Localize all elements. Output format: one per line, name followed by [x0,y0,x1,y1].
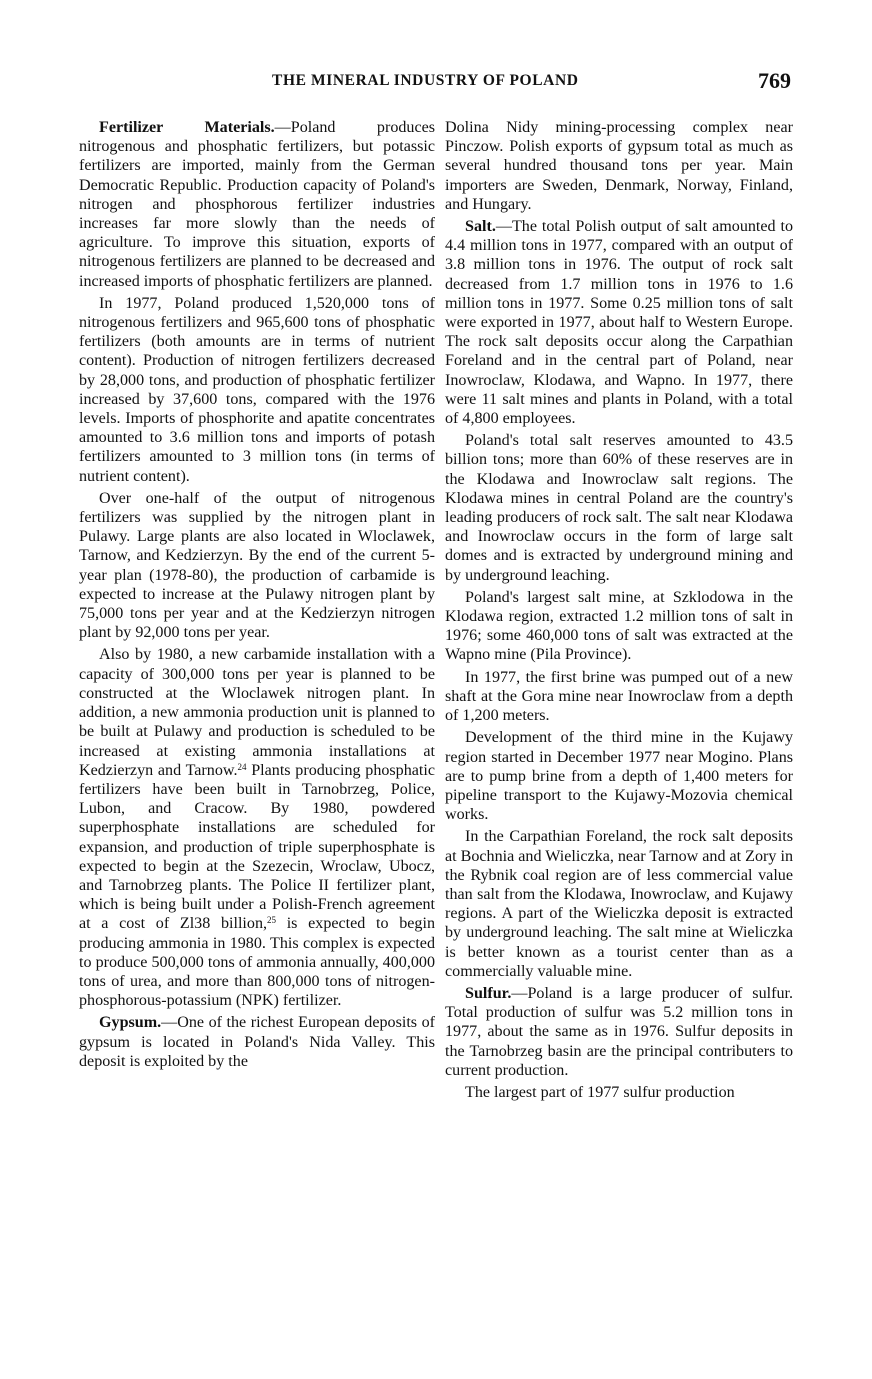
paragraph-text: Dolina Nidy mining-processing complex near Pinczow. Polish exports of gypsum total as much as several hundred thousand tons per year. Main importers are Sweden, Denmark, Norway, Finland, and Hungary. [445,119,793,213]
paragraph-fertilizer-materials [79,118,435,291]
paragraph [445,827,793,981]
running-title: THE MINERAL INDUSTRY OF POLAND [272,72,579,89]
paragraph-text: Development of the third mine in the Kujawy region started in December 1977 near Mogino. Plans are to pump brine from a depth of 1,400 meters for pipeline transport to the Kujawy-Mozovia chemical works. [445,729,793,824]
section-heading-fertilizer: Fertilizer Materials. [99,119,275,136]
page-header [0,70,872,98]
paragraph [445,668,793,726]
paragraph-text: In the Carpathian Foreland, the rock salt deposits at Bochnia and Wieliczka, near Tarnow and at Zory in the Rybnik coal region are of less commercial value than salt from the Klodawa, Inowroclaw, and Kujawy regions. A part of the Wieliczka deposit is extracted by underground leaching. The salt mine at Wieliczka is better known as a tourist center than as a commercially valuable mine. [445,828,793,980]
paragraph [79,294,435,486]
paragraph-text: Over one-half of the output of nitrogenous fertilizers was supplied by the nitrogen plant in Pulawy. Large plants are also located in Wloclawek, Tarnow, and Kedzierzyn. By the end of the current 5-year plan (1978-80), the production of carbamide is expected to increase at the Pulawy nitrogen plant by 75,000 tons per year and at the Kedzierzyn nitrogen plant by 92,000 tons per year. [79,489,435,642]
paragraph [445,588,793,665]
paragraph-text: In 1977, the first brine was pumped out of a new shaft at the Gora mine near Inowroclaw from a depth of 1,200 meters. [445,668,793,725]
footnote-ref-25[interactable]: 25 [267,915,277,926]
section-heading-salt: Salt. [465,218,496,236]
paragraph [79,645,435,1010]
paragraph-text: is expected to begin producing ammonia in 1980. This complex is expected to produce 500,000 tons of ammonia annually, 400,000 tons of urea, and more than 800,000 tons of nitrogen-phosphorous-potassium (NPK) fertilizer. [79,915,435,1010]
paragraph-text: Poland's largest salt mine, at Szklodowa in the Klodawa region, extracted 1.2 million tons of salt in 1976; some 460,000 tons of salt was extracted at the Wapno mine (Pila Province). [445,588,793,664]
paragraph-salt [445,217,793,428]
paragraph-sulfur [445,984,793,1080]
section-heading-sulfur: Sulfur. [465,984,512,1002]
paragraph-text: —Poland is a large producer of sulfur. Total production of sulfur was 5.2 million tons in 1977, about the same as in 1976. Sulfur deposits in the Tarnobrzeg basin are the principal contributers to current production. [445,984,793,1079]
section-heading-gypsum: Gypsum. [99,1014,162,1032]
paragraph-text: —Poland produces nitrogenous and phosphatic fertilizers, but potassic fertilizers are imported, mainly from the German Democratic Republic. Production capacity of Poland's nitrogen and phosphorous fertilizer industries increases far more slowly than the needs of agriculture. To improve this situation, exports of nitrogenous fertilizers are planned to be decreased and increased imports of phosphatic fertilizers are planned. [79,119,436,290]
paragraph-text: —The total Polish output of salt amounted to 4.4 million tons in 1977, compared with an output of 3.8 million tons in 1976. The output of rock salt decreased from 1.7 million tons in 1976 to 1.6 million tons in 1977. Some 0.25 million tons of salt were exported in 1977, about half to Western Europe. The rock salt deposits occur along the Carpathian Foreland and in the central part of Poland, near Inowroclaw, Klodawa, and Wapno. In 1977, there were 11 salt mines and plants in Poland, with a total of 4,800 employees. [445,218,793,428]
page-number: 769 [758,68,791,93]
right-column [445,118,793,1105]
paragraph-continued [445,118,793,214]
paragraph [79,489,435,643]
paragraph-text: Also by 1980, a new carbamide installation with a capacity of 300,000 tons per year is planned to be constructed at the Wloclawek nitrogen plant. In addition, a new ammonia production unit is planned to be built at Pulawy and production is scheduled to be increased at existing ammonia installations at Kedzierzyn and Tarnow. [79,646,435,779]
footnote-ref-24[interactable]: 24 [237,761,247,772]
paragraph [445,1083,793,1102]
paragraph-text: —One of the richest European deposits of gypsum is located in Poland's Nida Valley. This deposit is exploited by the [79,1014,435,1070]
left-column [79,118,435,1074]
paragraph-text: Plants producing phosphatic fertilizers have been built in Tarnobrzeg, Police, Lubon, and Cracow. By 1980, powdered superphosphate installations are scheduled for expansion, and production of triple superphosphate is expected to begin at the Szezecin, Wroclaw, Ubocz, and Tarnobrzeg plants. The Police II fertilizer plant, which is being built under a Polish-French agreement at a cost of Zl38 billion, [79,761,436,933]
paragraph-text: Poland's total salt reserves amounted to 43.5 billion tons; more than 60% of these reserves are in the Klodawa and Inowroclaw salt regions. The Klodawa mines in central Poland are the country's leading producers of rock salt. The salt near Klodawa and Inowroclaw occurs in the form of large salt domes and is extracted by underground mining and by underground leaching. [445,432,793,584]
paragraph-gypsum [79,1013,435,1071]
paragraph-text: In 1977, Poland produced 1,520,000 tons of nitrogenous fertilizers and 965,600 tons of phosphatic fertilizers (both amounts are in terms of nutrient content). Production of nitrogen fertilizers decreased by 28,000 tons, and production of phosphatic fertilizer increased by 37,600 tons, compared with the 1976 levels. Imports of phosphorite and apatite concentrates amounted to 3.6 million tons and imports of potash fertilizers amounted to 3 million tons (in terms of nutrient content). [79,294,435,485]
paragraph-text: The largest part of 1977 sulfur production [465,1083,735,1101]
paragraph [445,431,793,585]
paragraph [445,728,793,824]
